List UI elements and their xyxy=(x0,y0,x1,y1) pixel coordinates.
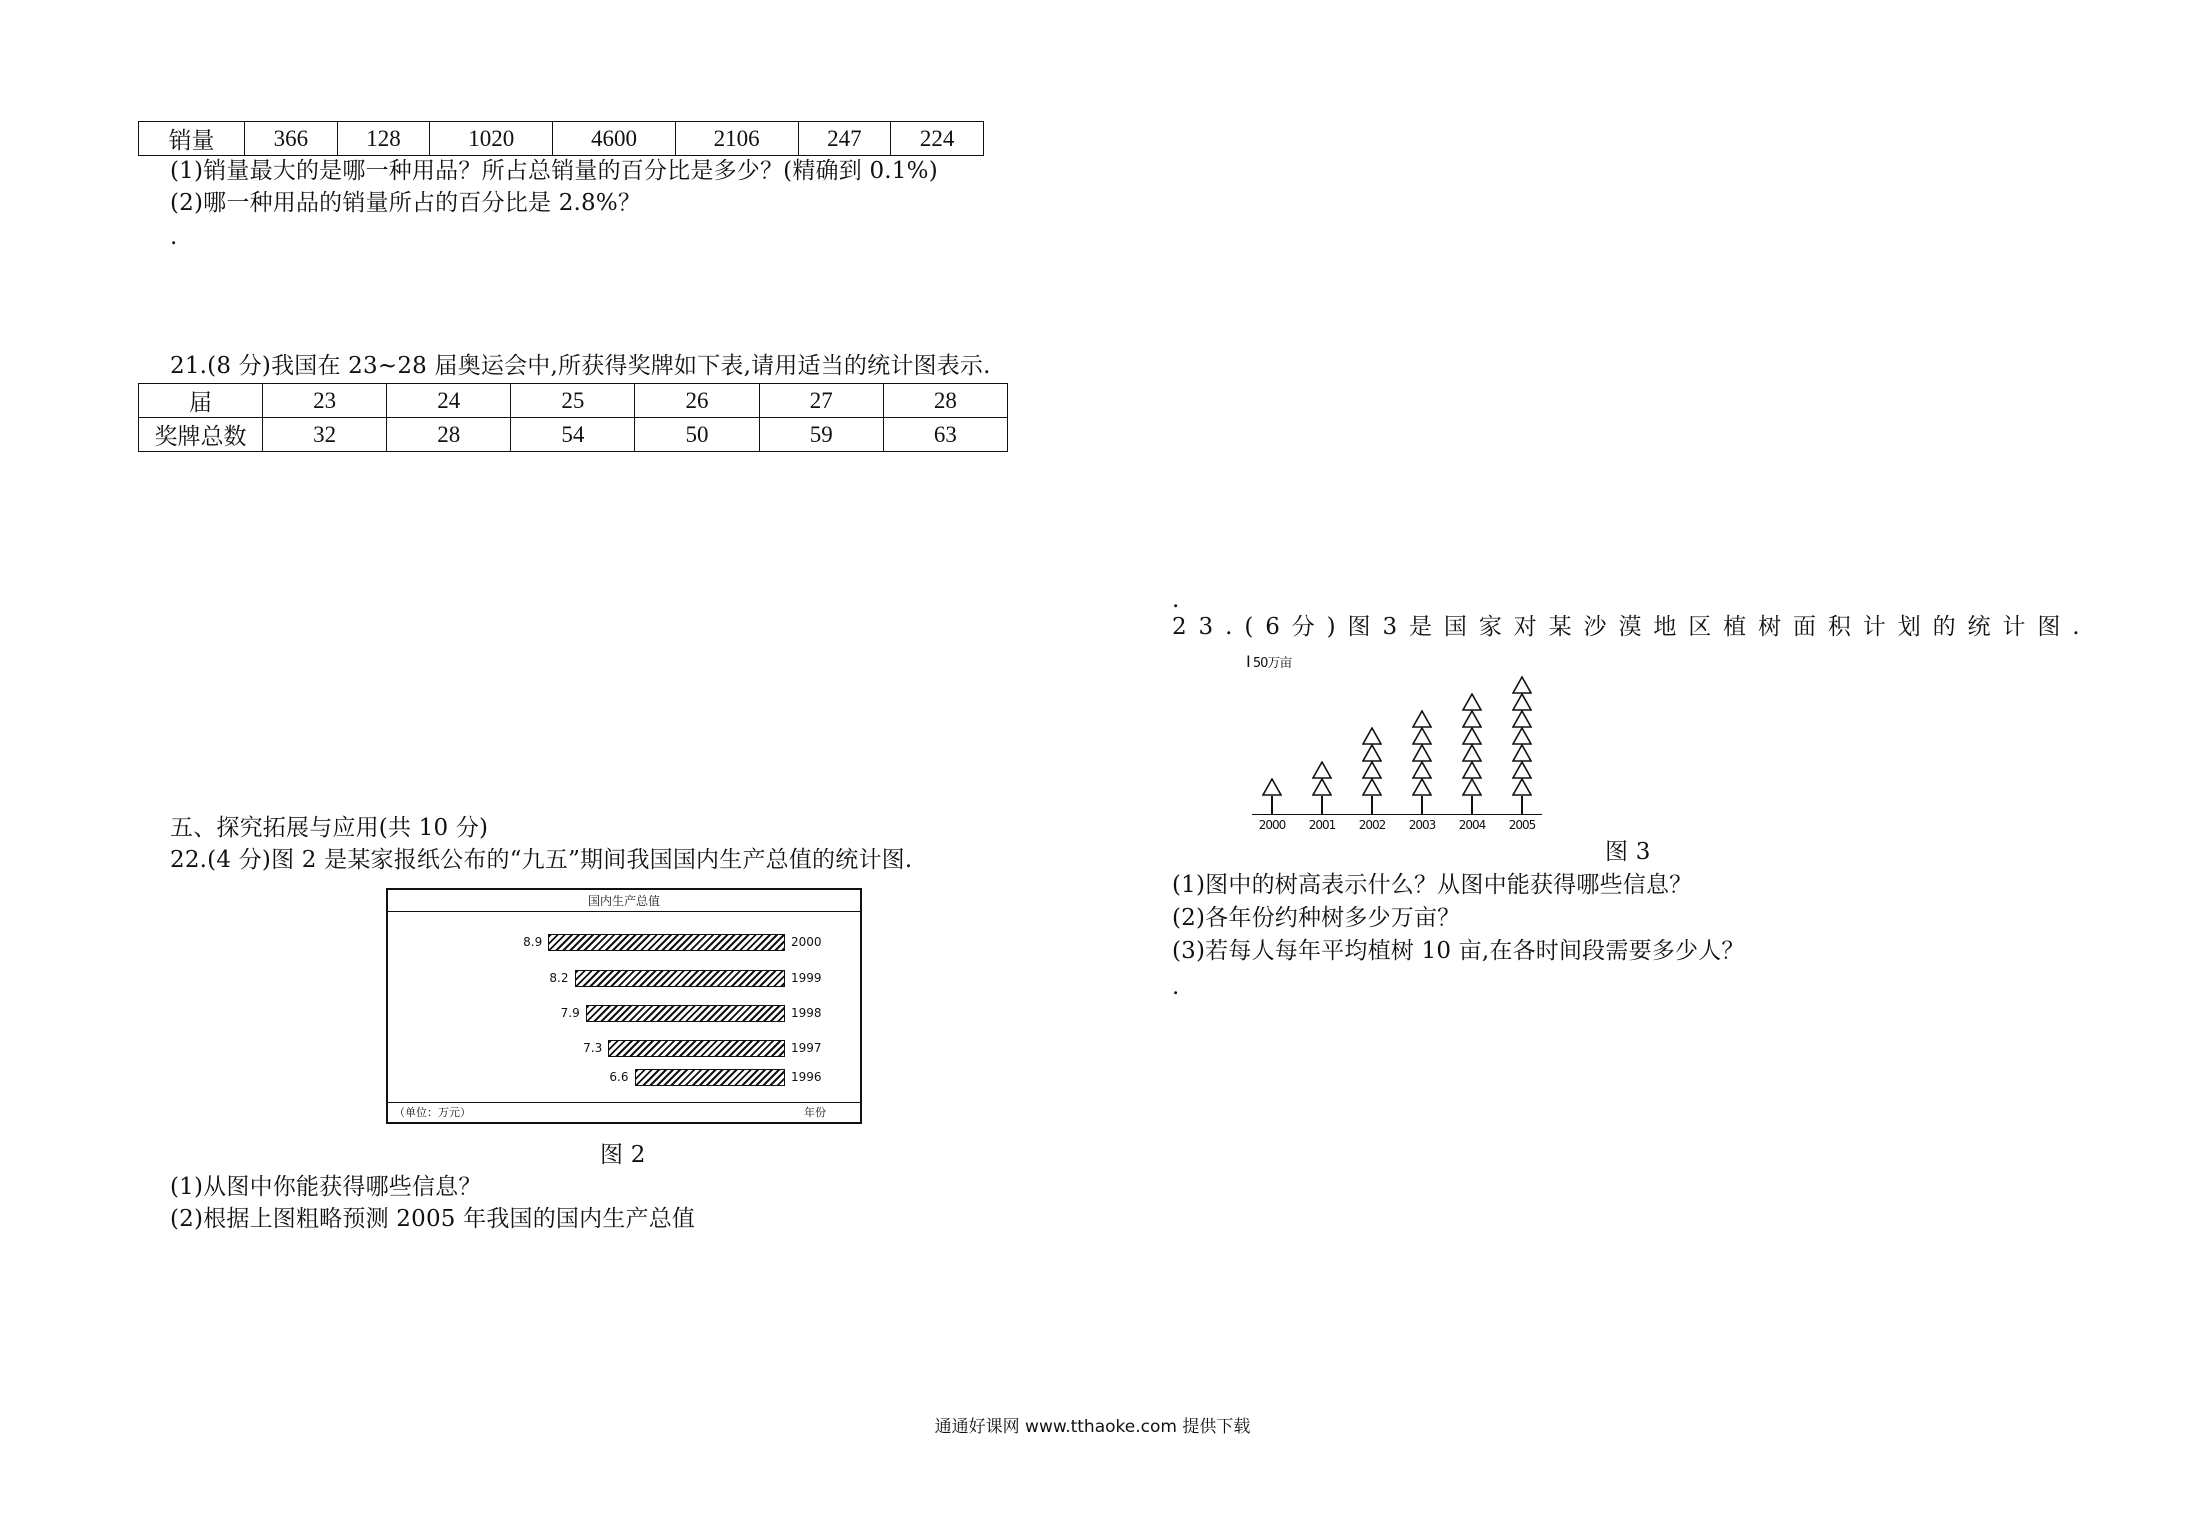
q23-prompt-char: . xyxy=(2072,614,2080,640)
session-cell: 27 xyxy=(759,384,883,418)
chart-value-label: 8.2 xyxy=(549,971,569,985)
q23-prompt-char: 某 xyxy=(1548,614,1572,640)
chart-bar xyxy=(635,1069,786,1086)
q23-prompt-char: ) xyxy=(1326,614,1336,640)
chart-category-label: 2000 xyxy=(791,935,822,949)
q23-question-1: (1)图中的树高表示什么？从图中能获得哪些信息？ xyxy=(1172,872,1693,898)
medal-cell: 28 xyxy=(387,418,511,452)
medal-cell: 63 xyxy=(883,418,1007,452)
q23-prompt-char: 区 xyxy=(1688,614,1712,640)
q23-prompt-char: 是 xyxy=(1409,614,1433,640)
session-cell: 25 xyxy=(511,384,635,418)
tree-icon xyxy=(1462,693,1482,717)
figure-2-caption: 图 2 xyxy=(600,1142,646,1168)
chart-category-label: 1999 xyxy=(791,971,822,985)
q23-prompt-char: 分 xyxy=(1291,614,1315,640)
sales-cell: 224 xyxy=(891,122,984,156)
q23-prompt-char: 沙 xyxy=(1583,614,1607,640)
chart-category-label: 1997 xyxy=(791,1041,822,1055)
q23-prompt-char: 计 xyxy=(2002,614,2026,640)
tree-icon xyxy=(1412,710,1432,734)
medal-label: 奖牌总数 xyxy=(139,418,263,452)
chart-category-label: 1996 xyxy=(791,1070,822,1084)
chart-bar xyxy=(575,970,786,987)
q23-prompt-char: 树 xyxy=(1758,614,1782,640)
legend-bar-icon: Ι xyxy=(1246,652,1250,671)
chart-bar xyxy=(548,934,785,951)
q23-prompt-char: . xyxy=(1225,614,1233,640)
table-row xyxy=(139,122,984,156)
chart-value-label: 6.6 xyxy=(609,1070,629,1084)
q23-prompt-char: 6 xyxy=(1265,614,1281,640)
q23-prompt-char: 家 xyxy=(1478,614,1503,640)
chart-value-label: 8.9 xyxy=(523,935,543,949)
chart-category-label: 2003 xyxy=(1408,818,1436,832)
chart-axis-label: 年份 xyxy=(804,1106,826,1119)
q20-question-1: (1)销量最大的是哪一种用品？所占总销量的百分比是多少？(精确到 0.1%) xyxy=(170,158,938,184)
chart-unit-label: （单位：万元） xyxy=(394,1106,471,1119)
q23-prompt-char: 2 xyxy=(1172,614,1187,640)
chart-footer xyxy=(388,1102,860,1122)
session-cell: 24 xyxy=(387,384,511,418)
session-cell: 23 xyxy=(263,384,387,418)
chart-category-label: 2004 xyxy=(1458,818,1486,832)
q23-prompt-char: 漠 xyxy=(1618,614,1642,640)
q22-question-2: (2)根据上图粗略预测 2005 年我国的国内生产总值 xyxy=(170,1206,696,1232)
chart-category-label: 1998 xyxy=(791,1006,822,1020)
medal-cell: 32 xyxy=(263,418,387,452)
chart-value-label: 7.9 xyxy=(560,1006,580,1020)
session-cell: 28 xyxy=(883,384,1007,418)
tree-icon xyxy=(1512,676,1532,700)
session-label: 届 xyxy=(139,384,263,418)
chart-category-label: 2001 xyxy=(1308,818,1336,832)
sales-table xyxy=(138,121,984,156)
q20-question-2: (2)哪一种用品的销量所占的百分比是 2.8%？ xyxy=(170,190,642,216)
sales-cell: 128 xyxy=(337,122,430,156)
table-row xyxy=(139,384,1008,418)
q22-prompt: 22.(4 分)图 2 是某家报纸公布的“九五”期间我国国内生产总值的统计图. xyxy=(170,847,913,873)
chart-category-label: 2002 xyxy=(1358,818,1386,832)
tree-icon xyxy=(1362,727,1382,751)
q22-question-1: (1)从图中你能获得哪些信息？ xyxy=(170,1174,482,1200)
q23-question-2: (2)各年份约种树多少万亩？ xyxy=(1172,905,1461,931)
q23-prompt-char: 植 xyxy=(1723,614,1747,640)
sales-cell: 366 xyxy=(245,122,338,156)
q23-prompt-char: 面 xyxy=(1792,614,1817,640)
legend xyxy=(1246,652,1291,671)
tree-icon xyxy=(1262,778,1282,802)
chart-title: 国内生产总值 xyxy=(388,890,860,912)
q20-dot: . xyxy=(170,224,178,250)
tree-pictograph-chart xyxy=(1240,640,1560,840)
q23-prompt-char: 积 xyxy=(1827,614,1852,640)
medal-cell: 59 xyxy=(759,418,883,452)
q23-prompt-char: 国 xyxy=(1443,614,1468,640)
q21-prompt: 21.(8 分)我国在 23~28 届奥运会中,所获得奖牌如下表,请用适当的统计图表示. xyxy=(170,353,991,379)
legend-label: 50万亩 xyxy=(1252,656,1292,671)
chart-bar xyxy=(586,1005,785,1022)
sales-row-label: 销量 xyxy=(139,122,245,156)
q23-question-3: (3)若每人每年平均植树 10 亩,在各时间段需要多少人？ xyxy=(1172,938,1745,964)
page-footer: 通通好课网 www.tthaoke.com 提供下载 xyxy=(934,1417,1251,1437)
session-cell: 26 xyxy=(635,384,759,418)
table-row xyxy=(139,418,1008,452)
medal-cell: 54 xyxy=(511,418,635,452)
gdp-bar-chart xyxy=(386,888,862,1124)
sales-cell: 1020 xyxy=(430,122,553,156)
q23-prompt xyxy=(1172,612,2080,642)
q23-prompt-char: 的 xyxy=(1932,614,1956,640)
q23-prompt-text xyxy=(1172,612,2080,642)
q23-dot-bottom: . xyxy=(1172,974,1180,1000)
figure-3-caption: 图 3 xyxy=(1605,839,1651,865)
q23-prompt-char: 地 xyxy=(1653,614,1677,640)
sales-cell: 4600 xyxy=(553,122,676,156)
x-axis xyxy=(1252,814,1542,815)
sales-cell: 247 xyxy=(798,122,891,156)
q23-prompt-char: 图 xyxy=(2037,614,2061,640)
q23-prompt-char: 3 xyxy=(1198,614,1214,640)
section5-heading: 五、探究拓展与应用(共 10 分) xyxy=(170,815,489,841)
q23-prompt-char: 统 xyxy=(1967,614,1991,640)
q23-dot-top: . xyxy=(1172,587,1180,613)
sales-cell: 2106 xyxy=(675,122,798,156)
chart-category-label: 2000 xyxy=(1258,818,1286,832)
chart-category-label: 2005 xyxy=(1508,818,1536,832)
chart-value-label: 7.3 xyxy=(583,1041,603,1055)
q23-prompt-char: 划 xyxy=(1897,614,1921,640)
tree-icon xyxy=(1312,761,1332,785)
chart-bar xyxy=(608,1040,785,1057)
q23-prompt-char: 图 xyxy=(1347,614,1371,640)
q23-prompt-char: 3 xyxy=(1382,614,1398,640)
medal-table xyxy=(138,383,1008,452)
q23-prompt-char: ( xyxy=(1244,614,1254,640)
q23-prompt-char: 计 xyxy=(1862,614,1886,640)
medal-cell: 50 xyxy=(635,418,759,452)
q23-prompt-char: 对 xyxy=(1513,614,1537,640)
